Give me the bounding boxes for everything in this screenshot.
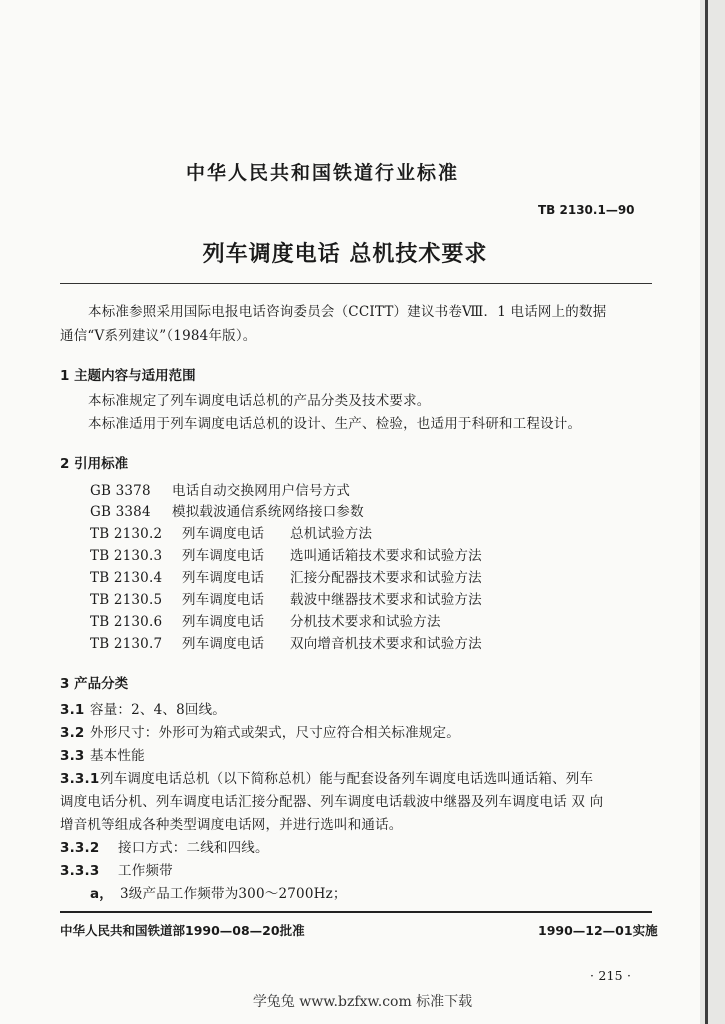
header-divider <box>60 283 652 284</box>
item-text: 3级产品工作频带为300～2700Hz； <box>120 886 347 902</box>
clause-number: 3.3.1 <box>60 771 100 787</box>
reference-desc: 汇接分配器技术要求和试验方法 <box>290 570 482 586</box>
reference-item <box>90 632 482 652</box>
clause-number: 3.3 <box>60 748 85 764</box>
clause-text: 外形尺寸：外形可为箱式或架式，尺寸应符合相关标准规定。 <box>90 725 460 741</box>
document-title: 列车调度电话 总机技术要求 <box>202 242 488 267</box>
page-edge-line <box>705 0 708 1024</box>
reference-code: TB 2130.3 <box>90 548 163 564</box>
reference-code: TB 2130.4 <box>90 570 163 586</box>
section-1-line-1: 本标准规定了列车调度电话总机的产品分类及技术要求。 <box>88 393 431 409</box>
section-1-heading: 1 主题内容与适用范围 <box>60 368 196 384</box>
intro-line-1: 本标准参照采用国际电报电话咨询委员会（CCITT）建议书卷Ⅷ．1 电话网上的数据 <box>88 304 607 320</box>
section-3-heading: 3 产品分类 <box>60 676 129 692</box>
reference-item <box>90 479 350 499</box>
reference-code: TB 2130.6 <box>90 614 163 630</box>
reference-item <box>90 544 482 564</box>
clause-text: 容量：2、4、8回线。 <box>90 702 226 718</box>
reference-desc: 总机试验方法 <box>290 526 373 542</box>
reference-item <box>90 500 364 520</box>
clause-3-3 <box>60 744 145 764</box>
footer-divider <box>60 911 652 913</box>
clause-number: 3.3.3 <box>60 863 100 879</box>
reference-desc: 分机技术要求和试验方法 <box>290 614 441 630</box>
reference-name: 电话自动交换网用户信号方式 <box>172 483 351 499</box>
clause-text: 工作频带 <box>118 863 173 879</box>
reference-desc: 双向增音机技术要求和试验方法 <box>290 636 482 652</box>
reference-desc: 载波中继器技术要求和试验方法 <box>290 592 482 608</box>
reference-code: TB 2130.7 <box>90 636 163 652</box>
clause-text: 列车调度电话总机（以下简称总机）能与配套设备列车调度电话选叫通话箱、列车 <box>100 771 594 787</box>
clause-text: 基本性能 <box>90 748 145 764</box>
reference-code: TB 2130.5 <box>90 592 163 608</box>
clause-3-1 <box>60 698 226 718</box>
section-1-line-2: 本标准适用于列车调度电话总机的设计、生产、检验，也适用于科研和工程设计。 <box>88 416 582 432</box>
page-number: · 215 · <box>590 968 632 983</box>
clause-item-a <box>90 882 347 902</box>
effective-date: 1990—12—01实施 <box>538 923 658 938</box>
org-name: 中华人民共和国铁道行业标准 <box>185 162 459 184</box>
reference-name: 列车调度电话 <box>182 548 265 564</box>
reference-name: 列车调度电话 <box>182 526 265 542</box>
page-edge-shadow <box>700 0 725 1024</box>
reference-desc: 选叫通话箱技术要求和试验方法 <box>290 548 482 564</box>
reference-code: TB 2130.2 <box>90 526 163 542</box>
clause-3-2 <box>60 721 460 741</box>
reference-name: 列车调度电话 <box>182 570 265 586</box>
reference-item <box>90 566 482 586</box>
clause-number: 3.1 <box>60 702 85 718</box>
reference-name: 列车调度电话 <box>182 636 265 652</box>
reference-item <box>90 522 372 542</box>
section-2-heading: 2 引用标准 <box>60 456 129 472</box>
reference-code: GB 3378 <box>90 483 151 499</box>
reference-name: 列车调度电话 <box>182 592 265 608</box>
clause-3-3-2 <box>60 836 269 856</box>
standard-code: TB 2130.1—90 <box>538 203 635 217</box>
clause-3-3-1 <box>60 767 593 787</box>
approval-date: 中华人民共和国铁道部1990—08—20批准 <box>60 923 305 938</box>
intro-line-2: 通信“V系列建议”（1984年版）。 <box>60 328 257 344</box>
clause-3-3-1-line-3: 增音机等组成各种类型调度电话网，并进行选叫和通话。 <box>60 817 403 833</box>
clause-3-3-3 <box>60 859 173 879</box>
reference-name: 列车调度电话 <box>182 614 265 630</box>
clause-number: 3.3.2 <box>60 840 100 856</box>
reference-item <box>90 588 482 608</box>
reference-item <box>90 610 441 630</box>
clause-number: 3.2 <box>60 725 85 741</box>
reference-name: 模拟载波通信系统网络接口参数 <box>172 504 364 520</box>
clause-text: 接口方式：二线和四线。 <box>118 840 269 856</box>
item-label: a， <box>90 886 114 902</box>
clause-3-3-1-line-2: 调度电话分机、列车调度电话汇接分配器、列车调度电话载波中继器及列车调度电话 双 向 <box>60 794 604 810</box>
site-watermark-bar: 学兔兔 www.bzfxw.com 标准下载 <box>252 994 473 1010</box>
reference-code: GB 3384 <box>90 504 151 520</box>
